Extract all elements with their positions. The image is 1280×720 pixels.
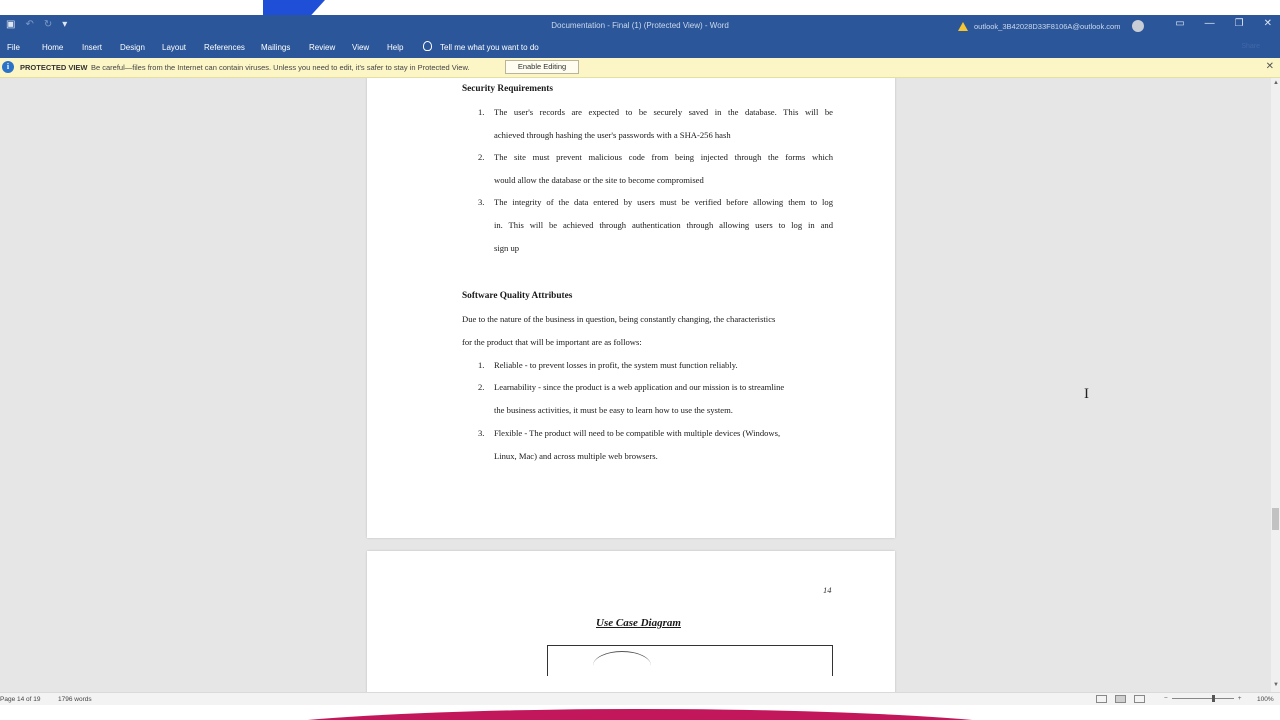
account-area[interactable] <box>958 20 1144 32</box>
undo-icon[interactable]: ↶ <box>25 19 34 30</box>
tab-file[interactable]: File <box>7 43 20 52</box>
warning-icon <box>958 22 968 31</box>
print-layout-icon[interactable] <box>1115 695 1126 703</box>
bottom-band <box>0 705 1280 720</box>
scroll-down-icon[interactable]: ▼ <box>1273 682 1279 688</box>
use-case-diagram <box>547 645 833 676</box>
protected-view-title: PROTECTED VIEW <box>20 63 88 72</box>
top-strip <box>0 0 1280 15</box>
minimize-icon[interactable]: — <box>1204 18 1215 29</box>
lightbulb-icon <box>423 41 432 51</box>
tab-help[interactable]: Help <box>387 43 404 52</box>
document-canvas[interactable] <box>0 78 1271 692</box>
avatar[interactable] <box>1132 20 1144 32</box>
read-mode-icon[interactable] <box>1096 695 1107 703</box>
redo-icon[interactable]: ↻ <box>43 19 53 30</box>
zoom-control <box>1164 695 1242 702</box>
quality-heading: Software Quality Attributes <box>462 291 573 301</box>
scroll-up-icon[interactable]: ▲ <box>1273 80 1279 86</box>
close-bar-icon[interactable]: ✕ <box>1265 61 1274 72</box>
tab-review[interactable]: Review <box>309 43 336 52</box>
web-layout-icon[interactable] <box>1134 695 1145 703</box>
enable-editing-button[interactable]: Enable Editing <box>505 60 579 74</box>
tab-insert[interactable]: Insert <box>82 43 103 52</box>
tab-design[interactable]: Design <box>120 43 145 52</box>
tell-me-search[interactable]: Tell me what you want to do <box>440 43 539 52</box>
text-cursor-icon: I <box>1084 386 1089 402</box>
view-buttons <box>1096 695 1145 703</box>
security-heading: Security Requirements <box>462 84 553 94</box>
use-case-title: Use Case Diagram <box>596 617 681 629</box>
document-page: Security Requirements 1. The user's records are expected to be securely saved in the database. This will be achieved through hashing the user's passwords with a SHA-256 hash 2. The site must prevent malicious code from being injected through the forms which would allow the database or the site to become compromised 3. The integrity of the data entered by users must be verified before allowing them to log in. This will be achieved through authentication through allowing users to log in and sign up Software Quality Attributes Due to the nature of the business in question, being constantly changing, the characteristics for the product that will be important are as follows: 1. Reliable - to prevent losses in profit, the system must function reliably. 2. Learnability - since the product is a web application and our mission is to streamline the business activities, it must be easy to learn how to use the system. 3. Flexible - The product will need to be compatible with multiple devices (Windows, Linux, Mac) and across multiple web browsers. <box>367 78 895 538</box>
status-bar <box>0 692 1280 706</box>
word-count[interactable]: 1796 words <box>58 696 92 703</box>
zoom-slider-knob[interactable] <box>1212 695 1215 702</box>
document-page-next <box>367 551 895 692</box>
info-icon: i <box>2 61 14 73</box>
account-email: outlook_3B42028D33F8106A@outlook.com <box>974 21 1121 31</box>
tab-layout[interactable]: Layout <box>162 43 187 52</box>
save-icon[interactable]: ▣ <box>6 19 16 30</box>
zoom-out-icon[interactable]: − <box>1164 695 1168 702</box>
zoom-level[interactable]: 100% <box>1257 696 1274 703</box>
ribbon-display-icon[interactable]: ▭ <box>1175 18 1185 29</box>
brand-wedge <box>263 0 325 15</box>
protected-view-bar <box>0 58 1280 78</box>
restore-icon[interactable]: ❐ <box>1234 18 1244 29</box>
close-icon[interactable]: ✕ <box>1263 18 1272 29</box>
scroll-thumb[interactable] <box>1272 508 1279 530</box>
protected-view-message: Be careful—files from the Internet can contain viruses. Unless you need to edit, it's safer to stay in Protected View. <box>91 63 470 72</box>
window-title: Documentation - Final (1) (Protected View) - Word <box>551 21 729 30</box>
pink-shape <box>210 709 1070 720</box>
tab-mailings[interactable]: Mailings <box>261 43 291 52</box>
zoom-slider[interactable] <box>1172 698 1234 699</box>
window-controls <box>1175 18 1272 29</box>
use-case-arc <box>593 651 651 680</box>
zoom-in-icon[interactable]: + <box>1237 695 1242 702</box>
tab-home[interactable]: Home <box>42 43 64 52</box>
title-bar <box>0 15 1280 37</box>
ribbon-tabs <box>0 37 1280 58</box>
tab-references[interactable]: References <box>204 43 245 52</box>
page-number: 14 <box>823 585 832 595</box>
share-button[interactable]: Share <box>1241 43 1260 50</box>
customize-qat-icon[interactable]: ▾ <box>62 19 68 30</box>
tab-view[interactable]: View <box>352 43 370 52</box>
vertical-scrollbar[interactable] <box>1271 78 1280 692</box>
page-count[interactable]: Page 14 of 19 <box>0 696 41 703</box>
